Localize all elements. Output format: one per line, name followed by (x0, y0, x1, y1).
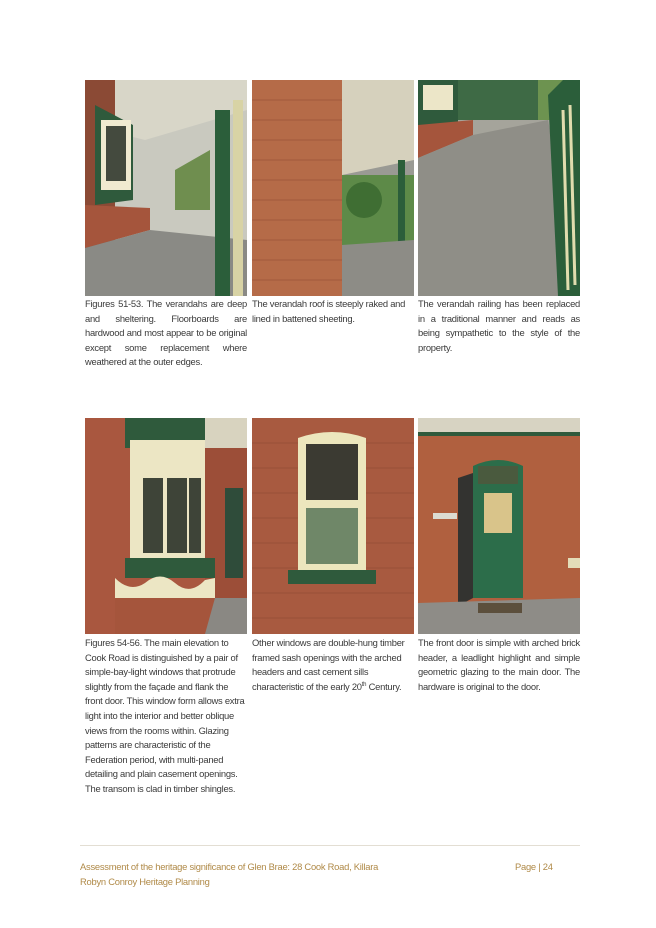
photo-bay-windows (85, 418, 247, 634)
caption-sash-window (252, 636, 414, 694)
verandah-floor-image (85, 80, 247, 296)
footer-report-title: Assessment of the heritage significance of Glen Brae: 28 Cook Road, Killara (80, 861, 379, 872)
photo-front-door (418, 418, 580, 634)
caption-verandah-roof: The verandah roof is steeply raked and lined in battened sheeting. (252, 298, 406, 324)
caption-front-door: The front door is simple with arched brick header, a leadlight highlight and simple geometric glazing to the main door. The hardware is original to the door. (418, 637, 580, 692)
bay-windows-image (85, 418, 247, 634)
page-number: Page | 24 (515, 861, 553, 872)
photo-verandah-roof (252, 80, 414, 296)
caption-figures-51-53: Figures 51-53. The verandahs are deep and sheltering. Floorboards are hardwood and most appear to be original except some replacement where weathered at the outer edges. (85, 298, 247, 368)
caption-verandah-railing: The verandah railing has been replaced in a traditional manner and reads as being sympathetic to the style of the property. (418, 298, 580, 353)
footer-author: Robyn Conroy Heritage Planning (80, 876, 210, 887)
photo-verandah-railing (418, 80, 580, 296)
verandah-railing-image (418, 80, 580, 296)
footer-divider (80, 845, 580, 846)
caption-sash-window-end: Century. (366, 680, 402, 692)
caption-sash-window-text: Other windows are double-hung timber framed sash openings with the arched headers and cast cement sills characteristic of the early 20 (252, 637, 405, 692)
front-door-image (418, 418, 580, 634)
caption-figures-54-56: Figures 54-56. The main elevation to Cook Road is distinguished by a pair of simple-bay-light windows that protrude slightly from the façade and flank the front door. This window form allows extra light into the interior and better oblique views from the rooms within. Glazing patterns are characteristic of the Federation period, with multi-paned detailing and plain casement openings. The transom is clad in timber shingles. (85, 637, 245, 794)
photo-verandah-floor (85, 80, 247, 296)
photo-sash-window (252, 418, 414, 634)
caption-sash-window-sup: th (361, 681, 367, 688)
verandah-roof-image (252, 80, 414, 296)
sash-window-image (252, 418, 414, 634)
